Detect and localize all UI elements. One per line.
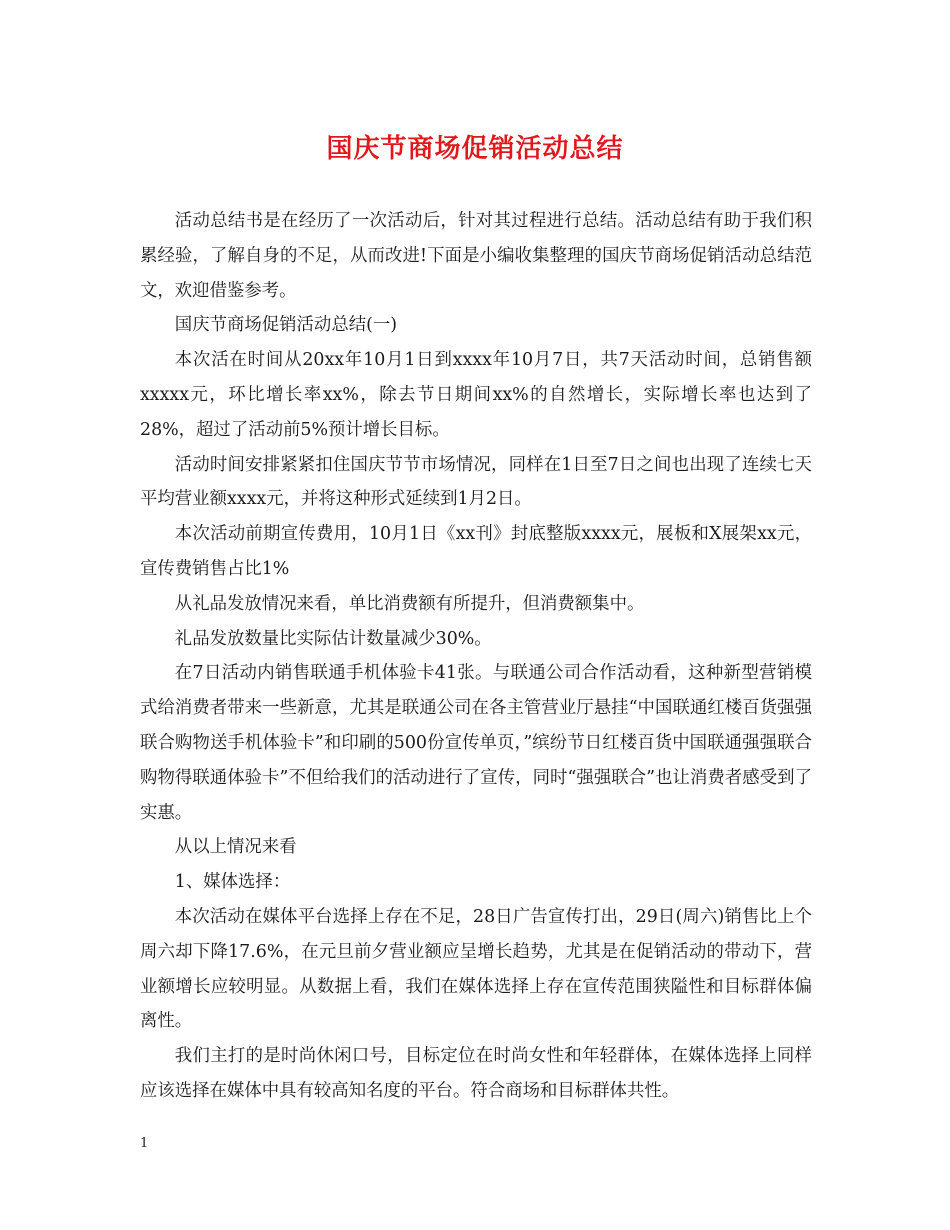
document-title: 国庆节商场促销活动总结: [326, 134, 624, 164]
paragraph-target-audience: 我们主打的是时尚休闲口号，目标定位在时尚女性和年轻群体，在媒体选择上同样应该选择在媒体中具有较高知名度的平台。符合商场和目标群体共性。: [140, 1046, 812, 1101]
document-body: [140, 204, 812, 1109]
paragraph-intro: 活动总结书是在经历了一次活动后，针对其过程进行总结。活动总结有助于我们积累经验，了解自身的不足，从而改进!下面是小编收集整理的国庆节商场促销活动总结范文，欢迎借鉴参考。: [140, 211, 812, 301]
paragraph-sales-summary: 本次活在时间从20xx年10月1日到xxxx年10月7日，共7天活动时间，总销售额xxxxx元，环比增长率xx%，除去节日期间xx%的自然增长，实际增长率也达到了28%，超过了活动前5%预计增长目标。: [140, 350, 812, 440]
paragraph-media-heading: 1、媒体选择：: [174, 872, 291, 893]
paragraph-schedule: 活动时间安排紧紧扣住国庆节节市场情况，同样在1日至7日之间也出现了连续七天平均营业额xxxx元，并将这种形式延续到1月2日。: [140, 454, 812, 510]
page-number: 1: [140, 1136, 149, 1151]
paragraph-unicom-cooperation: 在7日活动内销售联通手机体验卡41张。与联通公司合作活动看，这种新型营销模式给消费者带来一些新意，尤其是联通公司在各主管营业厅悬挂“中国联通红楼百货强强联合购物送手机体验卡”和印刷的500份宣传单页，”缤纷节日红楼百货中国联通强强联合购物得联通体验卡”不但给我们的活动进行了宣传，同时“强强联合”也让消费者感受到了实惠。: [140, 663, 812, 823]
paragraph-promotion-cost: 本次活动前期宣传费用，10月1日《xx刊》封底整版xxxx元，展板和X展架xx元，宣传费销售占比1%: [140, 524, 812, 579]
paragraph-conclusion-lead: 从以上情况来看: [174, 837, 297, 858]
paragraph-media-analysis: 本次活动在媒体平台选择上存在不足，28日广告宣传打出，29日(周六)销售比上个周六却下降17.6%，在元旦前夕营业额应呈增长趋势，尤其是在促销活动的带动下，营业额增长应较明显。从数据上看，我们在媒体选择上存在宣传范围狭隘性和目标群体偏离性。: [140, 906, 812, 1032]
paragraph-section-heading: 国庆节商场促销活动总结(一): [174, 315, 398, 336]
paragraph-gift-distribution: 从礼品发放情况来看，单比消费额有所提升，但消费额集中。: [174, 593, 645, 614]
paragraph-gift-quantity: 礼品发放数量比实际估计数量减少30%。: [174, 628, 492, 649]
